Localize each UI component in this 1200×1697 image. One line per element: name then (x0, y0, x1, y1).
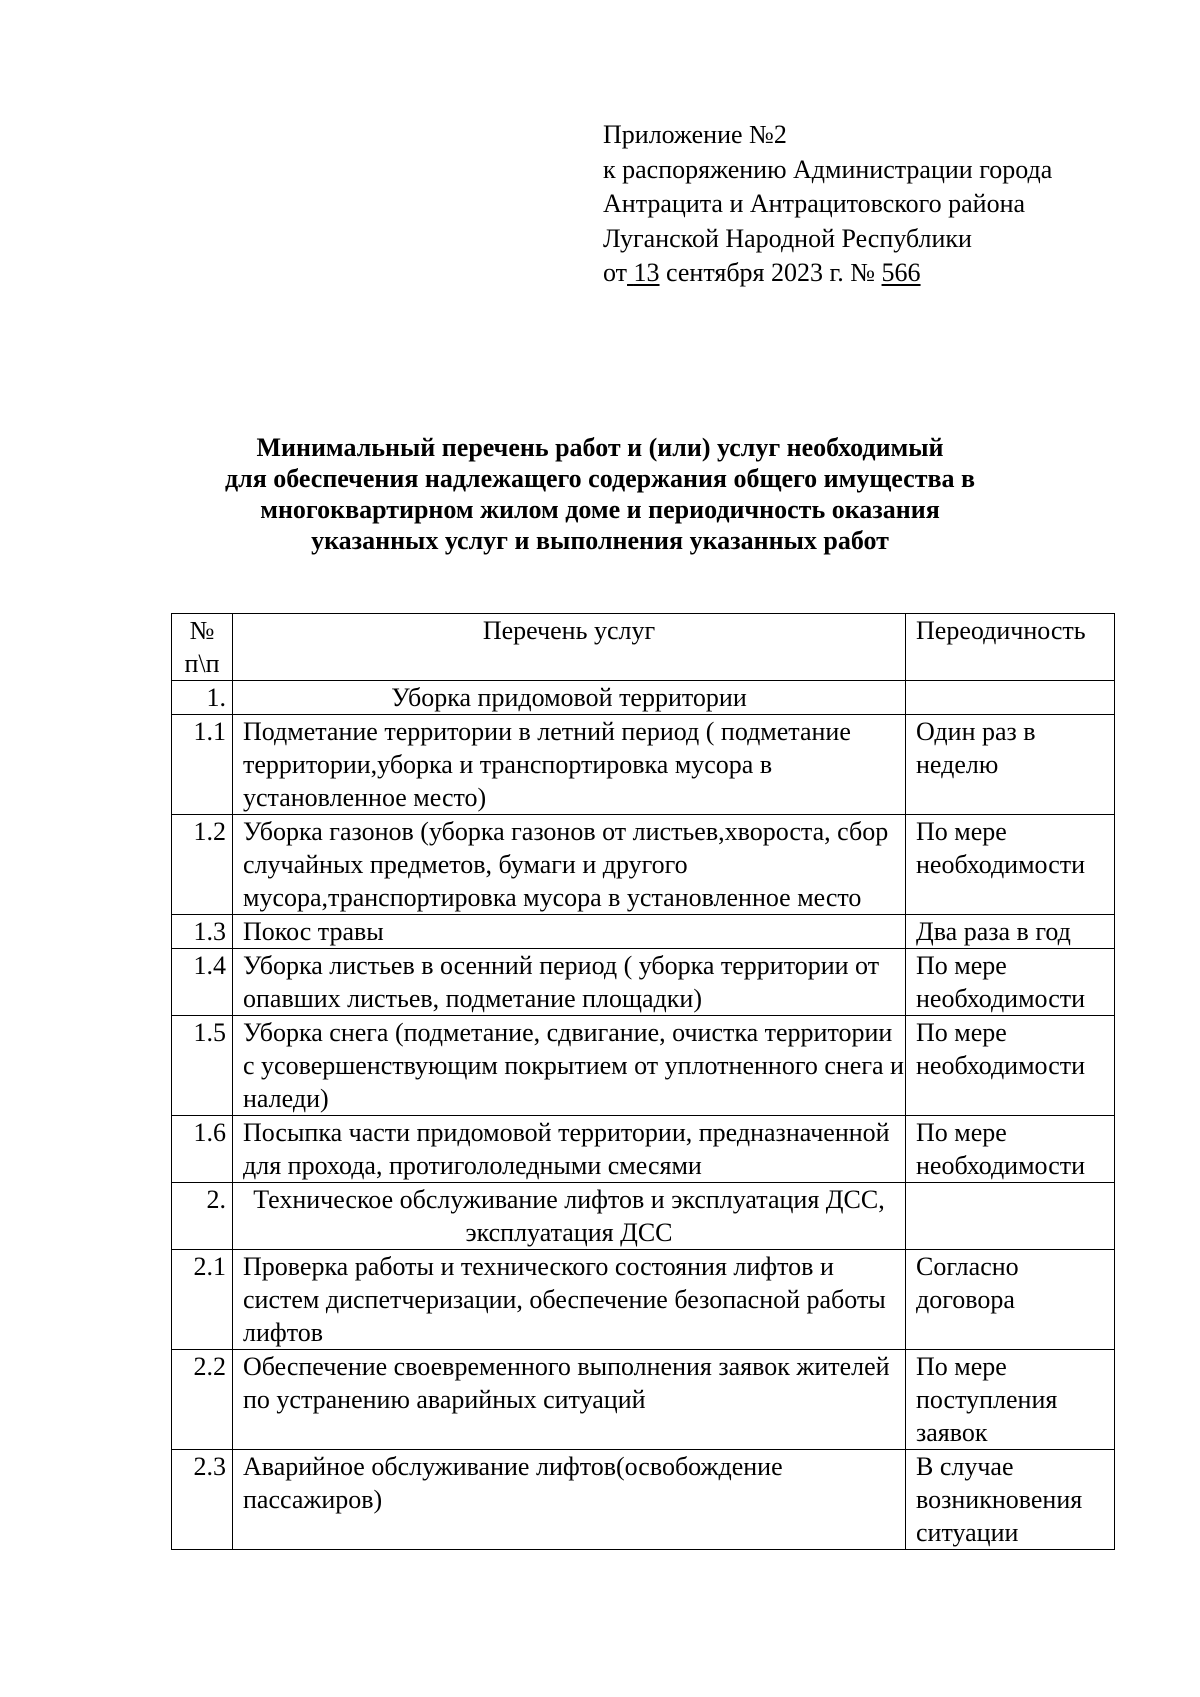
appendix-line-2: к распоряжению Администрации города (603, 154, 1053, 184)
appendix-date-line (603, 256, 1052, 291)
row-number: 1.5 (172, 1016, 233, 1116)
section-title: Уборка придомовой территории (233, 681, 906, 715)
table-row (172, 715, 1115, 815)
row-period: По мере необходимости (906, 815, 1115, 915)
date-prefix: от (603, 258, 628, 287)
date-month-year: сентября 2023 г. № (666, 258, 876, 287)
table-header-row (172, 614, 1115, 681)
table-row (172, 915, 1115, 949)
row-number: 2.1 (172, 1250, 233, 1350)
row-service: Уборка снега (подметание, сдвигание, очистка территории с усовершенствующим покрытием от уплотненного снега и наледи) (233, 1016, 906, 1116)
row-period: Два раза в год (906, 915, 1115, 949)
table-row (172, 1116, 1115, 1183)
table-row (172, 1450, 1115, 1550)
row-service: Обеспечение своевременного выполнения заявок жителей по устранению аварийных ситуаций (233, 1350, 906, 1450)
row-service: Подметание территории в летний период ( подметание территории,уборка и транспортировка мусора в установленное место) (233, 715, 906, 815)
header-service: Перечень услуг (233, 614, 906, 681)
row-service: Аварийное обслуживание лифтов(освобождение пассажиров) (233, 1450, 906, 1550)
document-number: 566 (881, 258, 921, 287)
table-row (172, 1016, 1115, 1116)
row-number: 2.3 (172, 1450, 233, 1550)
row-service: Уборка газонов (уборка газонов от листьев,хвороста, сбор случайных предметов, бумаги и другого мусора,транспортировка мусора в установленное место (233, 815, 906, 915)
row-period: По мере необходимости (906, 1016, 1115, 1116)
row-service: Уборка листьев в осенний период ( уборка территории от опавших листьев, подметание площадки) (233, 949, 906, 1016)
row-number: 1. (172, 681, 233, 715)
table-row (172, 1350, 1115, 1450)
appendix-line-4: Луганской Народной Республики (603, 223, 972, 253)
section-title: Техническое обслуживание лифтов и эксплуатация ДСС, эксплуатация ДСС (233, 1183, 906, 1250)
row-period: По мере необходимости (906, 949, 1115, 1016)
appendix-line-1: Приложение №2 (603, 120, 787, 149)
row-period: В случае возникновения ситуации (906, 1450, 1115, 1550)
row-number: 1.1 (172, 715, 233, 815)
title-line-2: для обеспечения надлежащего содержания общего имущества в (224, 464, 976, 493)
date-day: 13 (633, 258, 660, 287)
row-number: 1.3 (172, 915, 233, 949)
title-line-3: многоквартирном жилом доме и периодичность оказания (260, 495, 940, 524)
row-service: Проверка работы и технического состояния лифтов и систем диспетчеризации, обеспечение безопасной работы лифтов (233, 1250, 906, 1350)
row-number: 1.6 (172, 1116, 233, 1183)
row-number: 2. (172, 1183, 233, 1250)
appendix-line-3: Антрацита и Антрацитовского района (603, 189, 1026, 218)
row-period: Согласно договора (906, 1250, 1115, 1350)
row-period (906, 1183, 1115, 1250)
row-period: По мере поступления заявок (906, 1350, 1115, 1450)
services-table (171, 613, 1115, 1550)
table-section-row (172, 1183, 1115, 1250)
row-service: Посыпка части придомовой территории, предназначенной для прохода, протигололедными смесями (233, 1116, 906, 1183)
row-number: 1.2 (172, 815, 233, 915)
table-row (172, 1250, 1115, 1350)
row-period (906, 681, 1115, 715)
row-service: Покос травы (233, 915, 906, 949)
table-row (172, 949, 1115, 1016)
title-line-1: Минимальный перечень работ и (или) услуг необходимый (256, 433, 944, 462)
table-row (172, 815, 1115, 915)
row-number: 1.4 (172, 949, 233, 1016)
header-number: № п\п (172, 614, 233, 681)
header-period: Переодичность (906, 614, 1115, 681)
document-title (150, 432, 1050, 556)
table-section-row (172, 681, 1115, 715)
row-period: По мере необходимости (906, 1116, 1115, 1183)
appendix-block (603, 118, 1052, 291)
title-line-4: указанных услуг и выполнения указанных работ (311, 526, 889, 555)
row-number: 2.2 (172, 1350, 233, 1450)
row-period: Один раз в неделю (906, 715, 1115, 815)
